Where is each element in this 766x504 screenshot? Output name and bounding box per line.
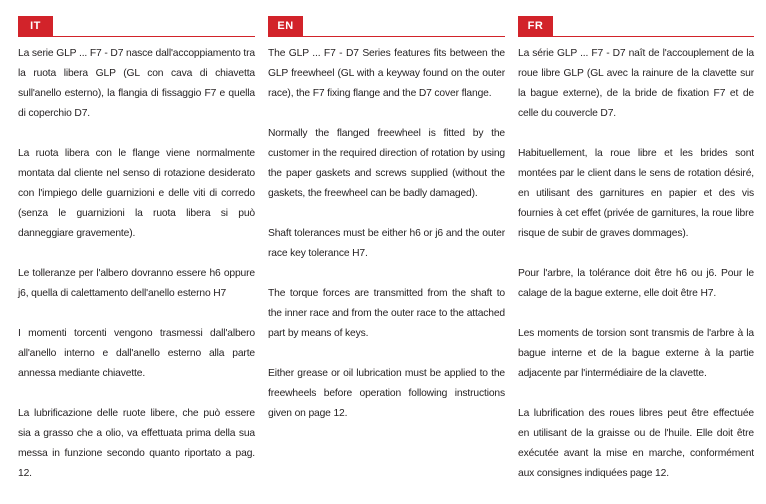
column-french (518, 16, 754, 504)
paragraph-en-1: The GLP ... F7 - D7 Series features fits between the GLP freewheel (GL with a keyway found on the outer race), the F7 fixing flange and the D7 cover flange. (268, 48, 505, 99)
paragraph-fr-5: La lubrification des roues libres peut être effectuée en utilisant de la graisse ou de l'huile. Elle doit être exécutée avant la mise en marche, conformément aux consignes indiquées page 12. (518, 408, 754, 479)
language-header-fr (518, 16, 754, 37)
paragraph-en-5: Either grease or oil lubrication must be applied to the freewheels before operation following instructions given on page 12. (268, 368, 505, 419)
language-tag-en: EN (268, 16, 303, 36)
paragraph-en-2: Normally the flanged freewheel is fitted by the customer in the required direction of rotation by using the paper gaskets and screws supplied (without the gaskets, the freewheel can be badly damaged). (268, 128, 505, 199)
paragraph-it-5: La lubrificazione delle ruote libere, che può essere sia a grasso che a olio, va effettuata prima della sua messa in funzione secondo quanto riportato a pag. 12. (18, 408, 255, 479)
paragraph-en-4: The torque forces are transmitted from the shaft to the inner race and from the outer race to the attached part by means of keys. (268, 288, 505, 339)
language-header-en (268, 16, 505, 37)
language-tag-fr: FR (518, 16, 553, 36)
language-header-it (18, 16, 255, 37)
paragraph-fr-3: Pour l'arbre, la tolérance doit être h6 ou j6. Pour le calage de la bague externe, elle doit être H7. (518, 268, 754, 299)
paragraph-it-2: La ruota libera con le flange viene normalmente montata dal cliente nel senso di rotazione desiderato con l'impiego delle guarnizioni e delle viti di corredo (senza le guarnizioni la ruota libera si può danneggiare gravemente). (18, 148, 255, 239)
paragraph-en-3: Shaft tolerances must be either h6 or j6 and the outer race key tolerance H7. (268, 228, 505, 259)
paragraph-it-3: Le tolleranze per l'albero dovranno essere h6 oppure j6, quella di calettamento dell'anello esterno H7 (18, 268, 255, 299)
language-tag-it: IT (18, 16, 53, 36)
paragraph-fr-2: Habituellement, la roue libre et les brides sont montées par le client dans le sens de rotation désiré, en utilisant des garnitures en papier et des vis fournies à cet effet (privée de garnitures, la roue libre risque de subir de graves dommages). (518, 148, 754, 239)
column-italian (18, 16, 255, 504)
paragraph-it-4: I momenti torcenti vengono trasmessi dall'albero all'anello interno e dall'anello esterno alla parte annessa mediante chiavette. (18, 328, 255, 379)
paragraph-it-1: La serie GLP ... F7 - D7 nasce dall'accoppiamento tra la ruota libera GLP (GL con cava di chiavetta sull'anello esterno), la flangia di fissaggio F7 e quella di coperchio D7. (18, 48, 255, 119)
paragraph-fr-4: Les moments de torsion sont transmis de l'arbre à la bague interne et de la bague externe à la partie adjacente par l'intermédiaire de la clavette. (518, 328, 754, 379)
paragraph-fr-1: La série GLP ... F7 - D7 naît de l'accouplement de la roue libre GLP (GL avec la rainure de la clavette sur la bague externe), de la bride de fixation F7 et de celle du couvercle D7. (518, 48, 754, 119)
column-english (268, 16, 505, 444)
